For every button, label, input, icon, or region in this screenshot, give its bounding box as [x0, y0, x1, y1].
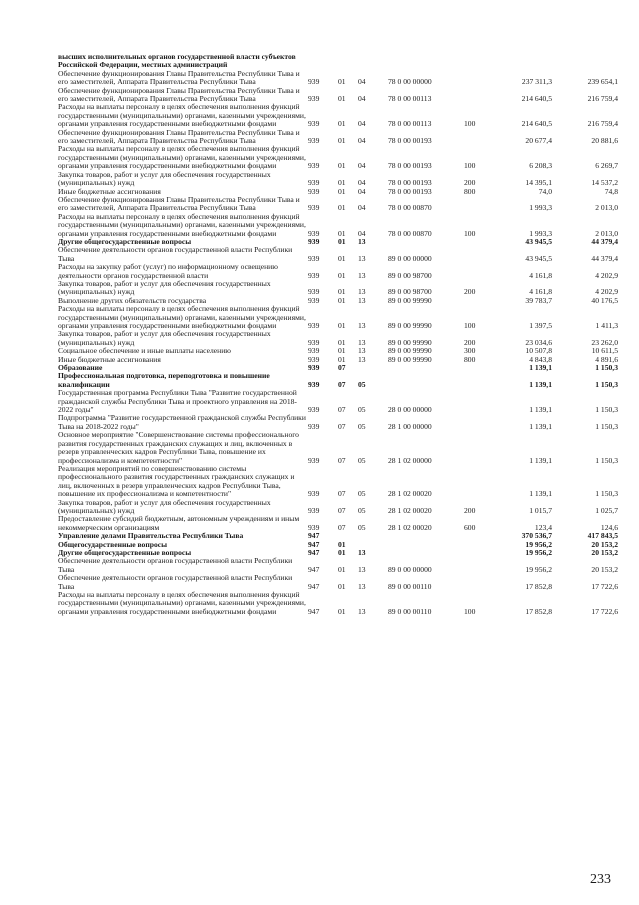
row-rz: 01	[338, 354, 346, 364]
row-pr: 04	[358, 178, 366, 188]
row-name: Подпрограмма "Развитие государственной гражданской службы Республики Тыва на 2018-2022 годы"	[58, 413, 306, 431]
row-name: Расходы на выплаты персоналу в целях обеспечения выполнения функций государственными (муниципальными) органами, казенными учреждениями, органами управления государственными внебюджетными фондами	[58, 304, 306, 330]
row-name: Иные бюджетные ассигнования	[58, 354, 161, 364]
row-rz: 01	[338, 94, 346, 104]
row-pr: 13	[358, 581, 366, 591]
row-sum-1: 1 139,1	[529, 489, 552, 499]
row-csr: 89 0 00 99990	[388, 321, 432, 330]
row-pr: 04	[358, 77, 366, 87]
row-sum-2: 239 654,1	[587, 77, 618, 87]
row-rz: 01	[338, 136, 346, 146]
row-sum-1: 10 507,8	[525, 346, 552, 356]
row-rz: 01	[338, 287, 346, 297]
row-sum-2: 124,6	[600, 522, 618, 532]
row-vr: 100	[464, 321, 476, 330]
row-vr	[464, 465, 492, 499]
table-row	[58, 431, 618, 465]
row-name: Реализация мероприятий по совершенствованию системы профессионального развития государственных гражданских служащих и лиц, включенных в резерв управленческих кадров Республики Тыва, повышение их профессионализма и компетентности"	[58, 463, 295, 499]
row-ved: 939	[308, 321, 320, 330]
row-sum-1: 4 161,8	[529, 287, 552, 297]
table-row	[58, 557, 618, 574]
row-name: Другие общегосударственные вопросы	[58, 547, 192, 557]
table-row	[58, 515, 618, 532]
row-ved: 939	[308, 236, 320, 246]
row-name: высших исполнительных органов государственной власти субъектов Российской Федерации, местных администраций	[58, 52, 296, 70]
row-csr	[388, 238, 464, 246]
row-sum-1: 214 640,5	[521, 94, 552, 104]
row-csr: 89 0 00 99990	[388, 337, 432, 347]
row-sum-1: 1 139,1	[529, 405, 552, 415]
row-ved: 939	[308, 405, 320, 415]
row-csr: 89 0 00 98700	[388, 270, 432, 280]
row-rz: 01	[338, 186, 346, 196]
row-sum-2: 44 379,4	[591, 236, 618, 246]
row-name: Иные бюджетные ассигнования	[58, 186, 161, 196]
row-name: Обеспечение функционирования Главы Правительства Республики Тыва и его заместителей, Аппарата Правительства Республики Тыва	[58, 68, 300, 87]
row-csr: 28 1 02 00020	[388, 505, 432, 515]
row-sum-2: 216 759,4	[587, 119, 618, 129]
row-ved: 939	[308, 522, 320, 532]
row-rz: 01	[338, 203, 346, 213]
row-vr: 100	[464, 228, 476, 238]
table-row	[58, 389, 618, 414]
row-sum-2: 6 269,7	[595, 161, 618, 171]
row-vr	[464, 372, 492, 389]
row-name: Обеспечение деятельности органов государственной власти Республики Тыва	[58, 573, 293, 591]
row-vr: 200	[464, 287, 476, 297]
row-rz: 01	[338, 564, 346, 574]
row-pr: 05	[358, 522, 366, 532]
row-pr: 13	[358, 606, 366, 616]
row-rz: 01	[338, 337, 346, 347]
table-row	[58, 591, 618, 616]
row-name: Обеспечение деятельности органов государственной власти Республики Тыва	[58, 245, 293, 263]
row-rz: 01	[338, 606, 346, 616]
row-sum-1: 17 852,8	[525, 606, 552, 616]
row-vr: 200	[464, 178, 476, 188]
row-sum-1: 19 956,2	[525, 564, 552, 574]
row-ved: 947	[308, 606, 320, 616]
row-csr: 28 0 00 00000	[388, 405, 432, 415]
row-vr	[464, 196, 492, 213]
row-rz: 01	[338, 270, 346, 280]
row-vr	[464, 389, 492, 414]
row-pr: 04	[358, 186, 366, 196]
row-name: Закупка товаров, работ и услуг для обеспечения государственных (муниципальных) нужд	[58, 278, 271, 297]
table-row	[58, 330, 618, 347]
row-pr: 05	[358, 489, 366, 499]
row-name: Общегосударственные вопросы	[58, 539, 168, 549]
row-vr	[464, 431, 492, 465]
row-sum-2: 1 411,3	[595, 321, 618, 330]
row-csr: 78 0 00 00000	[388, 77, 432, 87]
row-rz: 01	[338, 321, 346, 330]
row-vr	[464, 129, 492, 146]
row-pr: 13	[358, 287, 366, 297]
row-sum-1: 1 139,1	[529, 421, 552, 431]
row-vr	[464, 87, 492, 104]
row-sum-1: 74,0	[538, 186, 552, 196]
row-ved: 939	[308, 119, 320, 129]
row-sum-2: 74,8	[604, 186, 618, 196]
row-pr: 13	[358, 547, 366, 557]
row-ved: 947	[308, 547, 320, 557]
row-sum-2: 2 013,0	[595, 203, 618, 213]
row-rz: 01	[338, 539, 346, 549]
row-pr	[358, 53, 388, 70]
row-ved: 939	[308, 295, 320, 305]
row-csr: 28 1 02 00020	[388, 489, 432, 499]
row-rz: 01	[338, 295, 346, 305]
row-sum-1: 23 034,6	[525, 337, 552, 347]
row-pr: 13	[358, 270, 366, 280]
row-sum-1: 370 536,7	[521, 531, 552, 541]
row-csr	[388, 364, 464, 372]
row-vr: 100	[464, 119, 476, 129]
row-name: Расходы на закупку работ (услуг) по информационному освещению деятельности органов государственной власти	[58, 262, 278, 280]
row-sum-2: 1 025,7	[595, 505, 618, 515]
row-pr: 13	[358, 295, 366, 305]
row-name: Профессиональная подготовка, переподготовка и повышение квалификации	[58, 371, 270, 389]
row-pr	[358, 532, 388, 540]
row-name: Закупка товаров, работ и услуг для обеспечения государственных (муниципальных) нужд	[58, 169, 271, 188]
row-sum-1: 17 852,8	[525, 581, 552, 591]
row-sum-1: 1 993,3	[529, 203, 552, 213]
row-sum-2: 17 722,6	[591, 606, 618, 616]
row-sum-2: 1 150,3	[595, 489, 618, 499]
row-csr: 28 1 02 00020	[388, 522, 432, 532]
row-sum-2: 40 176,5	[591, 295, 618, 305]
page-number: 233	[590, 872, 611, 887]
row-ved: 939	[308, 346, 320, 356]
row-sum-1: 19 956,2	[525, 539, 552, 549]
row-ved: 939	[308, 186, 320, 196]
row-rz: 01	[338, 581, 346, 591]
table-row	[58, 213, 618, 238]
row-pr: 04	[358, 228, 366, 238]
row-ved: 939	[308, 161, 320, 171]
row-sum-1	[492, 53, 552, 70]
table-row	[58, 196, 618, 213]
row-sum-1: 14 395,1	[525, 178, 552, 188]
row-name: Закупка товаров, работ и услуг для обеспечения государственных (муниципальных) нужд	[58, 329, 271, 347]
row-sum-1: 19 956,2	[525, 547, 552, 557]
row-ved	[308, 53, 338, 70]
row-name: Социальное обеспечение и иные выплаты населению	[58, 346, 231, 356]
row-rz: 07	[338, 505, 346, 515]
row-rz: 07	[338, 363, 346, 373]
row-sum-2: 1 150,3	[595, 379, 618, 389]
row-pr: 13	[358, 236, 366, 246]
row-rz: 07	[338, 405, 346, 415]
row-sum-1: 214 640,5	[521, 119, 552, 129]
row-rz: 07	[338, 379, 346, 389]
row-sum-2: 1 150,3	[595, 421, 618, 431]
row-csr: 89 0 00 98700	[388, 287, 432, 297]
row-ved: 947	[308, 539, 320, 549]
row-rz: 01	[338, 547, 346, 557]
row-ved: 939	[308, 270, 320, 280]
row-pr: 05	[358, 405, 366, 415]
row-sum-2: 2 013,0	[595, 228, 618, 238]
row-vr: 100	[464, 606, 476, 616]
row-vr: 800	[464, 354, 476, 364]
row-sum-1: 1 139,1	[529, 379, 552, 389]
row-pr: 13	[358, 346, 366, 356]
row-pr: 05	[358, 421, 366, 431]
row-ved: 939	[308, 505, 320, 515]
row-ved: 939	[308, 178, 320, 188]
row-vr	[464, 364, 492, 372]
row-sum-2: 417 843,5	[587, 531, 618, 541]
row-name: Расходы на выплаты персоналу в целях обеспечения выполнения функций государственными (муниципальными) органами, казенными учреждениями, органами управления государственными внебюджетными фондами	[58, 211, 306, 238]
row-sum-2: 10 611,5	[591, 346, 618, 356]
row-rz: 07	[338, 522, 346, 532]
table-row	[58, 145, 618, 170]
row-sum-2: 17 722,6	[591, 581, 618, 591]
row-rz: 01	[338, 236, 346, 246]
row-sum-1: 1 993,3	[529, 228, 552, 238]
row-sum-2: 44 379,4	[591, 253, 618, 263]
row-name: Расходы на выплаты персоналу в целях обеспечения выполнения функций государственными (муниципальными) органами, казенными учреждениями, органами управления государственными внебюджетными фондами	[58, 102, 306, 129]
row-csr: 78 0 00 00113	[388, 94, 432, 104]
row-pr: 04	[358, 136, 366, 146]
row-sum-1: 237 311,3	[521, 77, 552, 87]
row-pr: 13	[358, 253, 366, 263]
row-csr	[388, 53, 464, 70]
row-pr: 13	[358, 337, 366, 347]
table-row	[58, 574, 618, 591]
row-vr: 300	[464, 346, 476, 356]
budget-table	[58, 53, 618, 616]
table-row	[58, 246, 618, 263]
row-name: Обеспечение деятельности органов государственной власти Республики Тыва	[58, 556, 293, 574]
row-sum-1: 123,4	[534, 522, 552, 532]
table-row	[58, 372, 618, 389]
row-csr: 89 0 00 00000	[388, 253, 432, 263]
row-pr: 13	[358, 321, 366, 330]
row-csr: 89 0 00 99990	[388, 295, 432, 305]
row-sum-1: 1 139,1	[529, 363, 552, 373]
row-csr	[388, 549, 464, 557]
row-sum-2: 20 153,2	[591, 547, 618, 557]
row-pr: 05	[358, 379, 366, 389]
row-vr: 200	[464, 337, 476, 347]
row-pr: 04	[358, 161, 366, 171]
row-name: Основное мероприятие "Совершенствование системы профессионального развития государственных гражданских служащих и лиц, включенных в резерв управленческих кадров Республики Тыва, повышение их профессионализма и компетентности"	[58, 430, 299, 465]
row-name: Расходы на выплаты персоналу в целях обеспечения выполнения функций государственными (муниципальными) органами, казенными учреждениями, органами управления государственными внебюджетными фондами	[58, 144, 306, 171]
row-name: Обеспечение функционирования Главы Правительства Республики Тыва и его заместителей, Аппарата Правительства Республики Тыва	[58, 85, 300, 104]
table-row	[58, 70, 618, 87]
table-row	[58, 280, 618, 297]
row-vr	[464, 574, 492, 591]
row-ved: 939	[308, 379, 320, 389]
row-csr	[388, 541, 464, 549]
row-ved: 939	[308, 421, 320, 431]
row-vr	[464, 238, 492, 246]
row-csr: 78 0 00 00193	[388, 186, 432, 196]
row-pr: 13	[358, 354, 366, 364]
row-vr	[464, 541, 492, 549]
row-name: Предоставление субсидий бюджетным, автономным учреждениям и иным некоммерческим организациям	[58, 514, 300, 532]
row-csr: 28 1 02 00000	[388, 455, 432, 465]
table-row	[58, 465, 618, 499]
row-vr: 100	[464, 161, 476, 171]
row-rz: 07	[338, 455, 346, 465]
row-csr: 89 0 00 00000	[388, 564, 432, 574]
row-sum-2: 216 759,4	[587, 94, 618, 104]
row-csr: 89 0 00 00110	[388, 581, 432, 591]
table-row	[58, 305, 618, 330]
table-row	[58, 87, 618, 104]
row-pr: 04	[358, 94, 366, 104]
row-ved: 939	[308, 354, 320, 364]
row-sum-2: 20 881,6	[591, 136, 618, 146]
row-rz: 01	[338, 119, 346, 129]
row-sum-2: 20 153,2	[591, 564, 618, 574]
row-pr: 04	[358, 203, 366, 213]
row-csr: 78 0 00 00870	[388, 203, 432, 213]
row-ved: 939	[308, 228, 320, 238]
row-sum-1: 1 015,7	[529, 505, 552, 515]
row-name: Государственная программа Республики Тыва "Развитие государственной гражданской службы Республики Тыва и проектного управления на 2018-2022 годы"	[58, 388, 297, 415]
row-sum-1: 1 139,1	[529, 455, 552, 465]
table-row	[58, 171, 618, 188]
row-vr	[464, 53, 492, 70]
row-sum-1: 4 843,8	[529, 354, 552, 364]
row-vr	[464, 297, 492, 305]
row-ved: 939	[308, 287, 320, 297]
row-sum-2: 20 153,2	[591, 539, 618, 549]
row-name: Другие общегосударственные вопросы	[58, 236, 192, 246]
row-sum-2	[552, 53, 618, 70]
row-vr	[464, 532, 492, 540]
row-ved: 939	[308, 203, 320, 213]
table-row	[58, 414, 618, 431]
row-ved: 947	[308, 531, 320, 541]
row-csr: 89 0 00 99990	[388, 354, 432, 364]
row-csr: 78 0 00 00193	[388, 178, 432, 188]
row-ved: 939	[308, 253, 320, 263]
row-sum-2: 14 537,2	[591, 178, 618, 188]
row-ved: 947	[308, 564, 320, 574]
row-sum-1: 20 677,4	[525, 136, 552, 146]
row-ved: 939	[308, 489, 320, 499]
table-row	[58, 53, 618, 70]
row-sum-2: 4 891,6	[595, 354, 618, 364]
row-rz: 01	[338, 346, 346, 356]
row-vr	[464, 70, 492, 87]
row-pr: 04	[358, 119, 366, 129]
row-vr	[464, 557, 492, 574]
row-ved: 939	[308, 77, 320, 87]
row-name: Обеспечение функционирования Главы Правительства Республики Тыва и его заместителей, Аппарата Правительства Республики Тыва	[58, 194, 300, 213]
row-sum-1: 43 945,5	[525, 253, 552, 263]
row-rz: 01	[338, 253, 346, 263]
row-sum-2: 1 150,3	[595, 363, 618, 373]
row-rz: 01	[338, 161, 346, 171]
row-sum-1: 39 783,7	[525, 295, 552, 305]
row-rz: 01	[338, 178, 346, 188]
row-csr	[388, 372, 464, 389]
table-row	[58, 103, 618, 128]
row-rz	[338, 53, 358, 70]
row-vr	[464, 414, 492, 431]
row-sum-1: 1 397,5	[529, 321, 552, 330]
table-row	[58, 263, 618, 280]
row-sum-2: 4 202,9	[595, 287, 618, 297]
row-ved: 947	[308, 581, 320, 591]
row-pr: 05	[358, 505, 366, 515]
row-csr: 78 0 00 00113	[388, 119, 432, 129]
row-name: Выполнение других обязательств государства	[58, 295, 207, 305]
row-pr	[358, 364, 388, 372]
row-pr: 13	[358, 564, 366, 574]
row-vr: 800	[464, 186, 476, 196]
row-csr: 78 0 00 00193	[388, 161, 432, 171]
row-sum-2: 1 150,3	[595, 455, 618, 465]
row-sum-1: 6 208,3	[529, 161, 552, 171]
row-rz: 07	[338, 421, 346, 431]
row-sum-2: 4 202,9	[595, 270, 618, 280]
row-sum-2: 23 262,0	[591, 337, 618, 347]
row-sum-1: 43 945,5	[525, 236, 552, 246]
row-vr	[464, 246, 492, 263]
row-name: Управление делами Правительства Республики Тыва	[58, 531, 244, 541]
row-vr: 600	[464, 522, 476, 532]
table-row	[58, 499, 618, 516]
row-name: Закупка товаров, работ и услуг для обеспечения государственных (муниципальных) нужд	[58, 497, 271, 515]
row-vr	[464, 263, 492, 280]
row-ved: 939	[308, 455, 320, 465]
row-csr: 28 1 00 00000	[388, 421, 432, 431]
row-sum-2: 1 150,3	[595, 405, 618, 415]
row-csr: 89 0 00 00110	[388, 606, 432, 616]
row-ved: 939	[308, 136, 320, 146]
row-rz: 01	[338, 77, 346, 87]
row-vr	[464, 549, 492, 557]
row-csr	[388, 532, 464, 540]
table-row	[58, 129, 618, 146]
row-ved: 939	[308, 337, 320, 347]
row-csr: 89 0 00 99990	[388, 346, 432, 356]
row-csr: 78 0 00 00870	[388, 228, 432, 238]
row-sum-1: 4 161,8	[529, 270, 552, 280]
budget-table-body	[58, 53, 618, 616]
row-rz: 01	[338, 228, 346, 238]
row-pr: 05	[358, 455, 366, 465]
row-ved: 939	[308, 94, 320, 104]
row-csr: 78 0 00 00193	[388, 136, 432, 146]
row-rz: 07	[338, 489, 346, 499]
row-vr: 200	[464, 505, 476, 515]
row-name: Обеспечение функционирования Главы Правительства Республики Тыва и его заместителей, Аппарата Правительства Республики Тыва	[58, 127, 300, 146]
row-name: Расходы на выплаты персоналу в целях обеспечения выполнения функций государственными (муниципальными) органами, казенными учреждениями, органами управления государственными внебюджетными фондами	[58, 590, 306, 616]
row-ved: 939	[308, 363, 320, 373]
row-name: Образование	[58, 363, 103, 373]
